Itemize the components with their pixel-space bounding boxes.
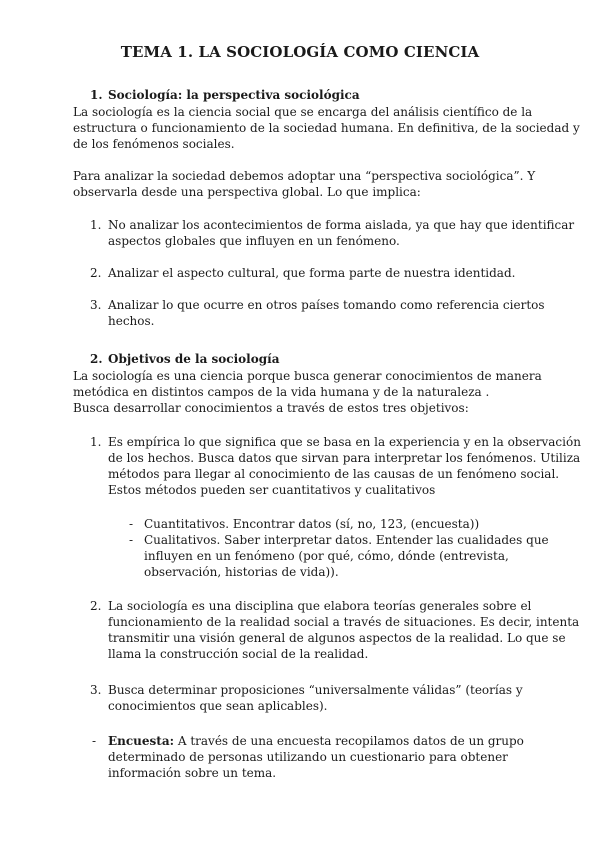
s2-item1-line2: de los hechos. Busca datos que sirvan para interpretar los fenómenos. Utiliza bbox=[108, 451, 581, 465]
s2-para1-line2: metódica en distintos campos de la vida humana y de la naturaleza . bbox=[73, 385, 490, 399]
s2-sub2-line2: influyen en un fenómeno (por qué, cómo, dónde (entrevista, bbox=[144, 549, 509, 563]
section-1-number: 1. bbox=[90, 88, 103, 102]
note-line1-text: A través de una encuesta recopilamos datos de un grupo bbox=[174, 734, 524, 748]
s1-para1-line3: de los fenómenos sociales. bbox=[73, 137, 235, 151]
s1-list-item3-line2: hechos. bbox=[108, 314, 155, 328]
s2-item2-number: 2. bbox=[90, 599, 102, 613]
s1-para1-line2: estructura o funcionamiento de la sociedad humana. En definitiva, de la sociedad y bbox=[73, 121, 580, 135]
s1-list-item2-line1: Analizar el aspecto cultural, que forma parte de nuestra identidad. bbox=[108, 266, 516, 280]
s2-item3-line2: conocimientos que sean aplicables). bbox=[108, 699, 328, 713]
s2-item1-line1: Es empírica lo que significa que se basa en la experiencia y en la observación bbox=[108, 435, 581, 449]
s2-item2-line1: La sociología es una disciplina que elabora teorías generales sobre el bbox=[108, 599, 532, 613]
section-1-heading: Sociología: la perspectiva sociológica bbox=[108, 88, 360, 102]
s2-item3-number: 3. bbox=[90, 683, 102, 697]
note-line2: determinado de personas utilizando un cuestionario para obtener bbox=[108, 750, 508, 764]
s2-item2-line4: llama la construcción social de la realidad. bbox=[108, 647, 369, 661]
s1-list-item2-number: 2. bbox=[90, 266, 102, 280]
s2-item2-line3: transmitir una visión general de algunos aspectos de la realidad. Lo que se bbox=[108, 631, 566, 645]
note-line1 bbox=[108, 733, 524, 749]
section-2-heading: Objetivos de la sociología bbox=[108, 352, 280, 366]
s1-para1-line1: La sociología es la ciencia social que se encarga del análisis científico de la bbox=[73, 105, 533, 119]
s1-para2-line2: observarla desde una perspectiva global. Lo que implica: bbox=[73, 185, 421, 199]
s2-sub1-dash: - bbox=[129, 517, 134, 531]
s1-list-item3-number: 3. bbox=[90, 298, 102, 312]
s2-item3-line1: Busca determinar proposiciones “universalmente válidas” (teorías y bbox=[108, 683, 523, 697]
section-2-number: 2. bbox=[90, 352, 103, 366]
s1-list-item1-number: 1. bbox=[90, 218, 102, 232]
s2-sub2-line3: observación, historias de vida)). bbox=[144, 565, 339, 579]
s2-sub2-dash: - bbox=[129, 533, 134, 547]
note-dash: - bbox=[92, 734, 97, 748]
s2-sub1-line1: Cuantitativos. Encontrar datos (sí, no, 123, (encuesta)) bbox=[144, 517, 480, 531]
s1-list-item1-line2: aspectos globales que influyen en un fenómeno. bbox=[108, 234, 400, 248]
s2-item1-line3: métodos para llegar al conocimiento de las causas de un fenómeno social. bbox=[108, 467, 560, 481]
s2-item2-line2: funcionamiento de la realidad social a través de situaciones. Es decir, intenta bbox=[108, 615, 580, 629]
s2-sub2-line1: Cualitativos. Saber interpretar datos. Entender las cualidades que bbox=[144, 533, 549, 547]
s2-item1-number: 1. bbox=[90, 435, 102, 449]
s1-para2-line1: Para analizar la sociedad debemos adoptar una “perspectiva sociológica”. Y bbox=[73, 169, 536, 183]
s2-para1-line3: Busca desarrollar conocimientos a través de estos tres objetivos: bbox=[73, 401, 469, 415]
s1-list-item1-line1: No analizar los acontecimientos de forma aislada, ya que hay que identificar bbox=[108, 218, 575, 232]
s2-item1-line4: Estos métodos pueden ser cuantitativos y cualitativos bbox=[108, 483, 436, 497]
note-line3: información sobre un tema. bbox=[108, 766, 277, 780]
s2-para1-line1: La sociología es una ciencia porque busca generar conocimientos de manera bbox=[73, 369, 542, 383]
s1-list-item3-line1: Analizar lo que ocurre en otros países tomando como referencia ciertos bbox=[108, 298, 545, 312]
note-term: Encuesta: bbox=[108, 734, 175, 748]
document-title: TEMA 1. LA SOCIOLOGÍA COMO CIENCIA bbox=[120, 43, 480, 61]
